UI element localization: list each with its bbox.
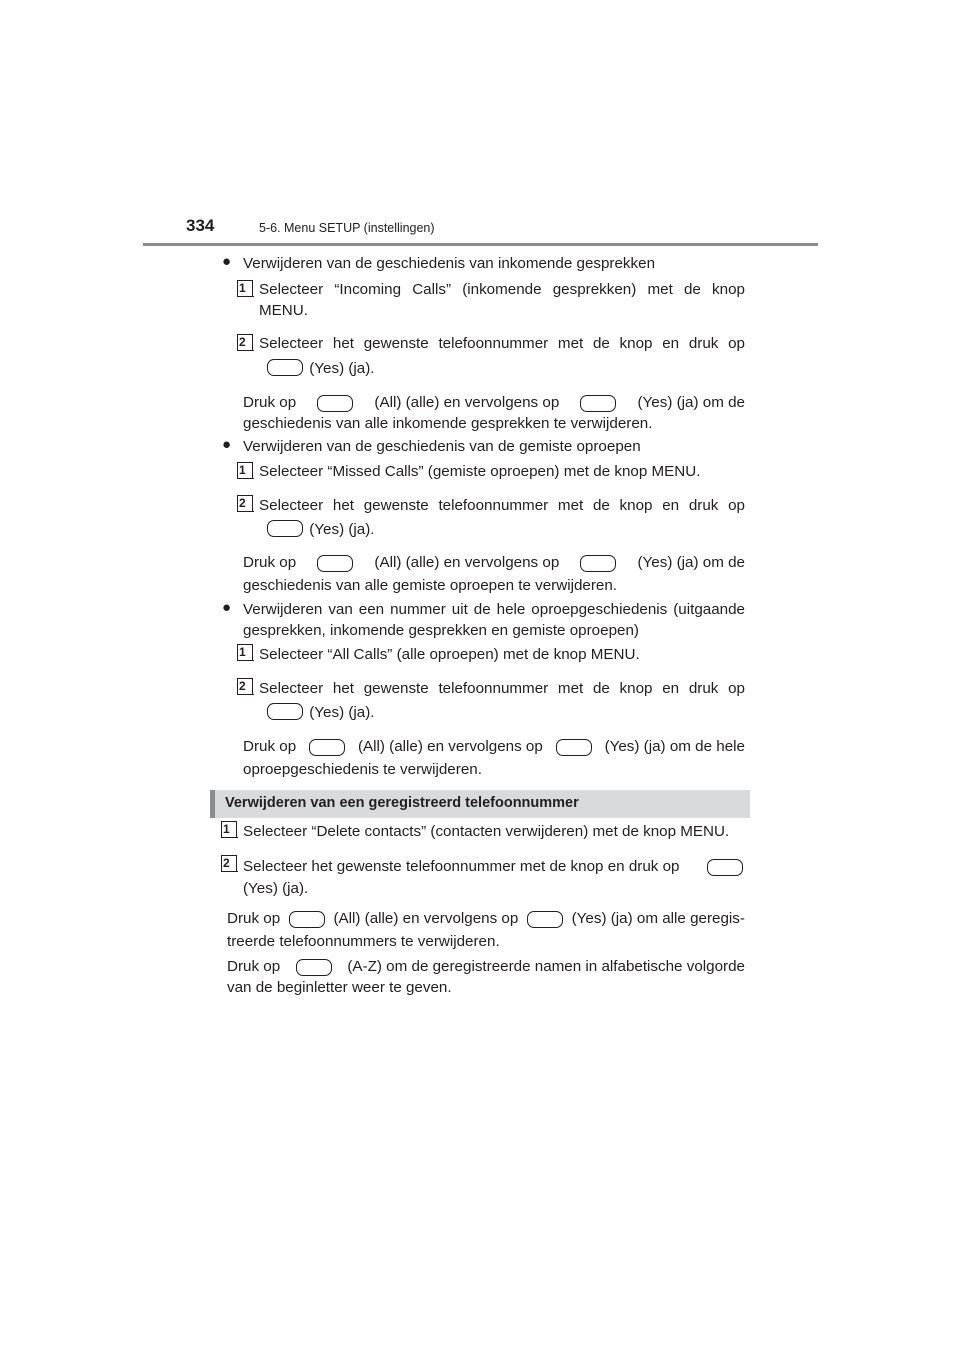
yes-button-icon (580, 395, 616, 412)
note-prefix: Druk op (227, 910, 281, 927)
step-2-badge: 2 (237, 495, 253, 512)
incoming-heading: Verwijderen van de geschiedenis van inkomende gesprekken (243, 255, 656, 272)
incoming-step1: Selecteer “Incoming Calls” (inkomende gesprekken) met de knop (259, 281, 745, 298)
yes-button-icon (267, 520, 303, 537)
incoming-note (243, 393, 745, 413)
incoming-step2-cont (265, 359, 375, 379)
note-suffix: (Yes) (ja) om alle geregis- (571, 910, 745, 927)
note-prefix: Druk op (243, 554, 297, 571)
yes-label: (Yes) (ja). (309, 704, 375, 721)
note-mid: (All) (alle) en vervolgens op (357, 738, 543, 755)
incoming-step2: Selecteer het gewenste telefoonnummer met de knop en druk op (259, 335, 745, 352)
contacts-step2-cont: (Yes) (ja). (243, 880, 309, 897)
note-suffix: (Yes) (ja) om de hele (604, 738, 745, 755)
note-mid: (All) (alle) en vervolgens op (374, 554, 560, 571)
contacts-note2 (227, 957, 745, 977)
all-button-icon (289, 911, 325, 928)
all-button-icon (317, 555, 353, 572)
step-1-badge: 1 (237, 644, 253, 661)
incoming-note-cont: geschiedenis van alle inkomende gesprekken te verwijderen. (243, 415, 653, 432)
incoming-step1-cont: MENU. (259, 302, 308, 319)
note-prefix: Druk op (243, 394, 297, 411)
all-button-icon (309, 739, 345, 756)
note-prefix: Druk op (243, 738, 297, 755)
all-calls-heading-cont: gesprekken, inkomende gesprekken en gemiste oproepen) (243, 622, 639, 639)
page-number: 334 (186, 216, 215, 235)
section-header-delete-contacts (210, 790, 750, 818)
all-button-icon (317, 395, 353, 412)
missed-step2: Selecteer het gewenste telefoonnummer met de knop en druk op (259, 497, 745, 514)
yes-label: (Yes) (ja). (309, 360, 375, 377)
all-calls-step2-cont (265, 703, 375, 723)
yes-label: (Yes) (ja). (309, 521, 375, 538)
note-mid: (All) (alle) en vervolgens op (374, 394, 560, 411)
yes-button-icon (556, 739, 592, 756)
yes-button-icon (267, 703, 303, 720)
note-suffix: (Yes) (ja) om de (637, 554, 745, 571)
missed-heading: Verwijderen van de geschiedenis van de gemiste oproepen (243, 438, 641, 455)
step-2-badge: 2 (237, 678, 253, 695)
note-suffix: (A-Z) om de geregistreerde namen in alfabetische volgorde (347, 958, 745, 975)
yes-button-icon (580, 555, 616, 572)
all-calls-heading: Verwijderen van een nummer uit de hele oproepgeschiedenis (uitgaande (243, 601, 745, 618)
bullet-incoming: ● (222, 253, 232, 270)
missed-step2-cont (265, 520, 375, 540)
bullet-all-calls: ● (222, 599, 232, 616)
step-2-badge: 2 (237, 334, 253, 351)
contacts-note1 (227, 909, 745, 929)
contacts-note2-cont: van de beginletter weer te geven. (227, 979, 452, 996)
note-mid: (All) (alle) en vervolgens op (333, 910, 519, 927)
step-2-badge: 2 (221, 855, 237, 872)
step2-text: Selecteer het gewenste telefoonnummer met de knop en druk op (243, 858, 680, 875)
yes-button-icon (707, 859, 743, 876)
note-prefix: Druk op (227, 958, 281, 975)
all-calls-step1: Selecteer “All Calls” (alle oproepen) met de knop MENU. (259, 646, 640, 663)
az-button-icon (296, 959, 332, 976)
note-suffix: (Yes) (ja) om de (637, 394, 745, 411)
step-1-badge: 1 (237, 462, 253, 479)
missed-note-cont: geschiedenis van alle gemiste oproepen te verwijderen. (243, 577, 618, 594)
contacts-step1: Selecteer “Delete contacts” (contacten verwijderen) met de knop MENU. (243, 823, 730, 840)
all-calls-note (243, 737, 745, 757)
bullet-missed: ● (222, 436, 232, 453)
all-calls-step2: Selecteer het gewenste telefoonnummer met de knop en druk op (259, 680, 745, 697)
contacts-note1-cont: treerde telefoonnummers te verwijderen. (227, 933, 500, 950)
section-title: 5-6. Menu SETUP (instellingen) (259, 221, 435, 235)
yes-button-icon (527, 911, 563, 928)
all-calls-note-cont: oproepgeschiedenis te verwijderen. (243, 761, 482, 778)
yes-button-icon (267, 359, 303, 376)
missed-step1: Selecteer “Missed Calls” (gemiste oproepen) met de knop MENU. (259, 463, 701, 480)
step-1-badge: 1 (221, 821, 237, 838)
header-divider (143, 243, 818, 246)
step-1-badge: 1 (237, 280, 253, 297)
missed-note (243, 553, 745, 573)
contacts-step2 (243, 857, 745, 877)
section-header-title: Verwijderen van een geregistreerd telefoonnummer (225, 795, 579, 811)
section-header-accent (210, 790, 215, 818)
